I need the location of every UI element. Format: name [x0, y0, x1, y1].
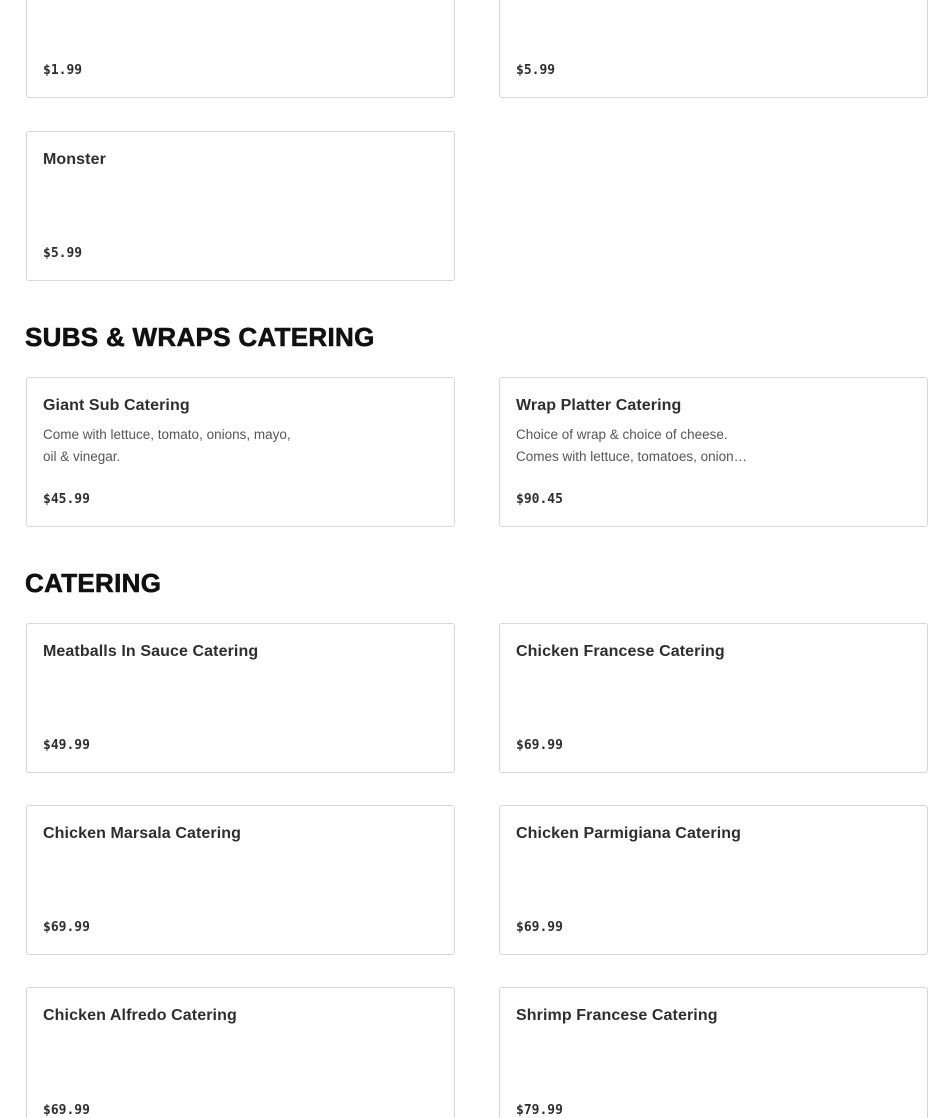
menu-item-card-giant-sub-catering[interactable] [26, 377, 455, 527]
menu-item-name: Wrap Platter Catering [516, 397, 682, 414]
menu-item-name: Giant Sub Catering [43, 397, 190, 414]
menu-item-card-shrimp-francese-catering[interactable] [499, 987, 928, 1118]
menu-item-description: Come with lettuce, tomato, onions, mayo, oil & vinegar. [43, 427, 291, 464]
menu-item-name: Monster [43, 151, 106, 168]
menu-item-price: $69.99 [516, 738, 563, 753]
menu-item-description: Choice of wrap & choice of cheese. Comes with lettuce, tomatoes, onion… [516, 427, 748, 464]
menu-item-price: $49.99 [43, 738, 90, 753]
menu-item-price: $79.99 [516, 1103, 563, 1118]
menu-item-name: Chicken Parmigiana Catering [516, 825, 741, 842]
menu-item-price: $69.99 [43, 1103, 90, 1118]
menu-item-name: Meatballs In Sauce Catering [43, 643, 259, 660]
menu-item-name: Chicken Marsala Catering [43, 825, 242, 842]
menu-item-name: Chicken Alfredo Catering [43, 1007, 237, 1024]
menu-item-name: Chicken Francese Catering [516, 643, 725, 660]
menu-item-card[interactable] [499, 0, 928, 98]
menu-item-card-chicken-alfredo-catering[interactable] [26, 987, 455, 1118]
menu-item-price: $69.99 [516, 920, 563, 935]
menu-item-price: $45.99 [43, 492, 90, 507]
menu-item-price: $90.45 [516, 492, 563, 507]
menu-item-card-monster[interactable] [26, 131, 455, 281]
menu-item-card-chicken-parmigiana-catering[interactable] [499, 805, 928, 955]
menu-item-price: $5.99 [43, 246, 83, 261]
menu-item-card-meatballs-in-sauce-catering[interactable] [26, 623, 455, 773]
menu-item-name: Shrimp Francese Catering [516, 1007, 718, 1024]
section-heading-subs-wraps-catering: SUBS & WRAPS CATERING [25, 322, 375, 352]
menu-item-card-wrap-platter-catering[interactable] [499, 377, 928, 527]
menu-item-price: $69.99 [43, 920, 90, 935]
menu-item-card-chicken-francese-catering[interactable] [499, 623, 928, 773]
menu-item-card-chicken-marsala-catering[interactable] [26, 805, 455, 955]
section-heading-catering: CATERING [25, 568, 162, 598]
menu-item-card[interactable] [26, 0, 455, 98]
menu-item-price: $5.99 [516, 63, 556, 78]
menu-item-price: $1.99 [43, 63, 83, 78]
